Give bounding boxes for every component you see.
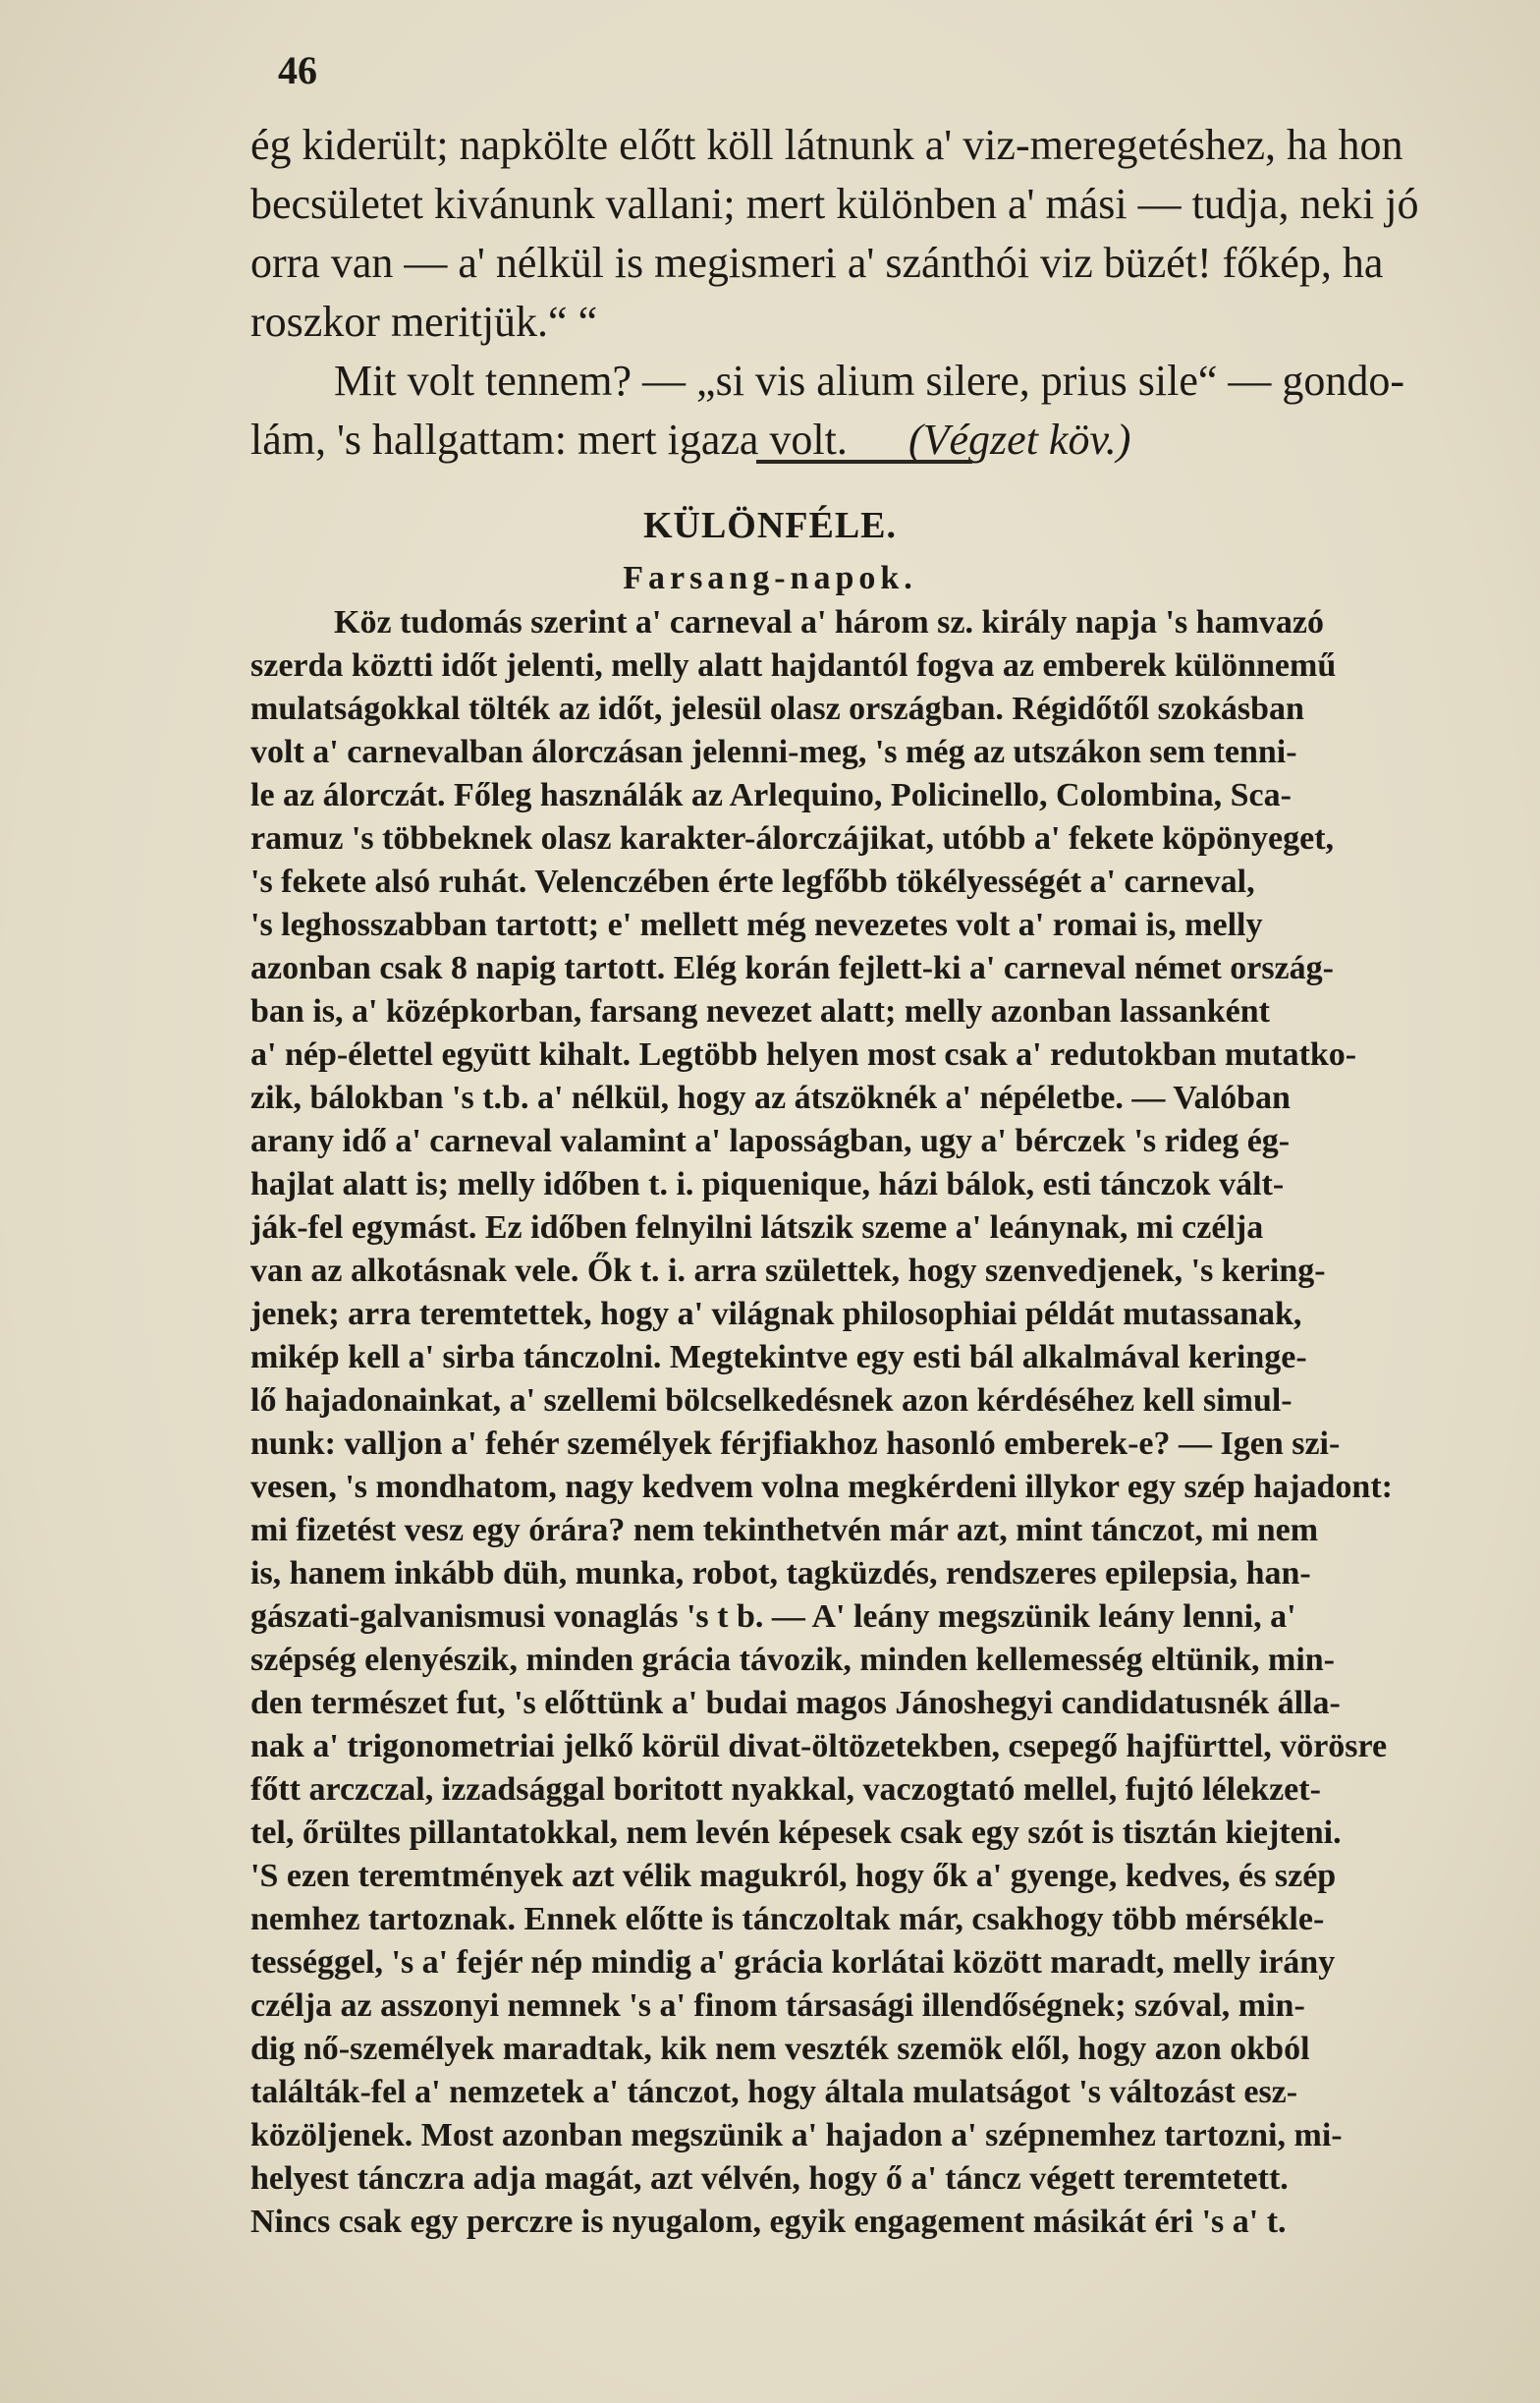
body-line: mi fizetést vesz egy órára? nem tekinthetvén már azt, mint tánczot, mi nem <box>250 1512 1319 1548</box>
section-divider <box>756 460 972 464</box>
page-number: 46 <box>278 48 317 92</box>
body-line: a' nép-élettel együtt kihalt. Legtöbb helyen most csak a' redutokban mutatko- <box>250 1036 1357 1073</box>
body-line: közöljenek. Most azonban megszünik a' hajadon a' szépnemhez tartozni, mi- <box>250 2117 1343 2153</box>
body-line: tel, őrültes pillantatokkal, nem levén képesek csak egy szót is tisztán kiejteni. <box>250 1815 1342 1851</box>
body-line: dig nő-személyek maradtak, kik nem veszték szemök elől, hogy azon okból <box>250 2031 1310 2067</box>
body-line: den természet fut, 's előttünk a' budai magos Jánoshegyi candidatusnék álla- <box>250 1685 1341 1721</box>
body-line: mikép kell a' sirba tánczolni. Megtekintve egy esti bál alkalmával keringe- <box>250 1339 1307 1375</box>
body-line: is, hanem inkább düh, munka, robot, tagküzdés, rendszeres epilepsia, han- <box>250 1555 1311 1592</box>
body-line: azonban csak 8 napig tartott. Elég korán fejlett-ki a' carneval német ország- <box>250 950 1334 986</box>
body-line: nunk: valljon a' fehér személyek férjfiakhoz hasonló emberek-e? — Igen szi- <box>250 1425 1341 1462</box>
body-line: tességgel, 's a' fejér nép mindig a' grácia korlátai között maradt, melly irány <box>250 1944 1336 1981</box>
body-line: 's fekete alsó ruhát. Velenczében érte legfőbb tökélyességét a' carneval, <box>250 864 1255 900</box>
body-line: van az alkotásnak vele. Ők t. i. arra születtek, hogy szenvedjenek, 's kering- <box>250 1253 1326 1289</box>
body-line: 'S ezen teremtmények azt vélik magukról, hogy ők a' gyenge, kedves, és szép <box>250 1858 1337 1894</box>
intro-line: ég kiderült; napkölte előtt köll látnunk a' viz-meregetéshez, ha hon <box>250 121 1403 169</box>
body-line: szépség elenyészik, minden grácia távozik, minden kellemesség eltünik, min- <box>250 1642 1336 1678</box>
body-line: czélja az asszonyi nemnek 's a' finom társasági illendőségnek; szóval, min- <box>250 1987 1305 2024</box>
body-line: volt a' carnevalban álorczásan jelenni-meg, 's még az utszákon sem tenni- <box>250 734 1297 770</box>
intro-line: lám, 's hallgattam: mert igaza volt. <box>250 416 848 464</box>
body-line: Köz tudomás szerint a' carneval a' három sz. király napja 's hamvazó <box>334 604 1324 641</box>
body-line: jenek; arra teremtettek, hogy a' világnak philosophiai példát mutassanak, <box>250 1296 1302 1332</box>
body-line: főtt arczczal, izzadsággal boritott nyakkal, vaczogtató mellel, fujtó lélekzet- <box>250 1771 1321 1808</box>
body-line: hajlat alatt is; melly időben t. i. piquenique, házi bálok, esti tánczok vált- <box>250 1166 1285 1202</box>
section-title: KÜLÖNFÉLE. <box>642 505 898 546</box>
body-line: nemhez tartoznak. Ennek előtte is tánczoltak már, csakhogy több mérsékle- <box>250 1901 1325 1937</box>
body-line: nak a' trigonometriai jelkő körül divat-öltözetekben, csepegő hajfürttel, vörösre <box>250 1728 1388 1764</box>
intro-line: Mit volt tennem? — „si vis alium silere, prius sile“ — gondo- <box>334 357 1405 405</box>
body-line: ramuz 's többeknek olasz karakter-álorczájikat, utóbb a' fekete köpönyeget, <box>250 820 1335 857</box>
body-line: zik, bálokban 's t.b. a' nélkül, hogy az átszöknék a' népéletbe. — Valóban <box>250 1080 1291 1116</box>
body-line: mulatságokkal tölték az időt, jelesül olasz országban. Régidőtől szokásban <box>250 691 1304 727</box>
body-line: gászati-galvanismusi vonaglás 's t b. — A' leány megszünik leány lenni, a' <box>250 1598 1296 1635</box>
body-line: le az álorczát. Főleg használák az Arlequino, Policinello, Colombina, Sca- <box>250 777 1292 813</box>
body-line: szerda köztti időt jelenti, melly alatt hajdantól fogva az emberek különnemű <box>250 647 1337 684</box>
body-line: vesen, 's mondhatom, nagy kedvem volna megkérdeni illykor egy szép hajadont: <box>250 1469 1393 1505</box>
body-line: helyest tánczra adja magát, azt vélvén, hogy ő a' táncz végett teremtetett. <box>250 2160 1289 2197</box>
continued-note: (Végzet köv.) <box>908 416 1131 464</box>
body-line: lő hajadonainkat, a' szellemi bölcselkedésnek azon kérdéséhez kell simul- <box>250 1382 1292 1419</box>
intro-line: roszkor meritjük.“ “ <box>250 298 598 346</box>
body-line: ban is, a' középkorban, farsang nevezet alatt; melly azonban lassanként <box>250 993 1270 1030</box>
body-line: arany idő a' carneval valamint a' laposságban, ugy a' bérczek 's rideg ég- <box>250 1123 1291 1159</box>
article-title: Farsang-napok. <box>623 560 917 596</box>
body-line: Nincs csak egy perczre is nyugalom, egyik engagement másikát éri 's a' t. <box>250 2204 1287 2240</box>
body-line: 's leghosszabban tartott; e' mellett még nevezetes volt a' romai is, melly <box>250 907 1263 943</box>
body-line: találták-fel a' nemzetek a' tánczot, hogy általa mulatságot 's változást esz- <box>250 2074 1298 2110</box>
intro-line: becsületet kivánunk vallani; mert különben a' mási — tudja, neki jó <box>250 180 1419 228</box>
body-line: ják-fel egymást. Ez időben felnyilni látszik szeme a' leánynak, mi czélja <box>250 1209 1264 1246</box>
intro-line: orra van — a' nélkül is megismeri a' szánthói viz büzét! főkép, ha <box>250 239 1384 287</box>
